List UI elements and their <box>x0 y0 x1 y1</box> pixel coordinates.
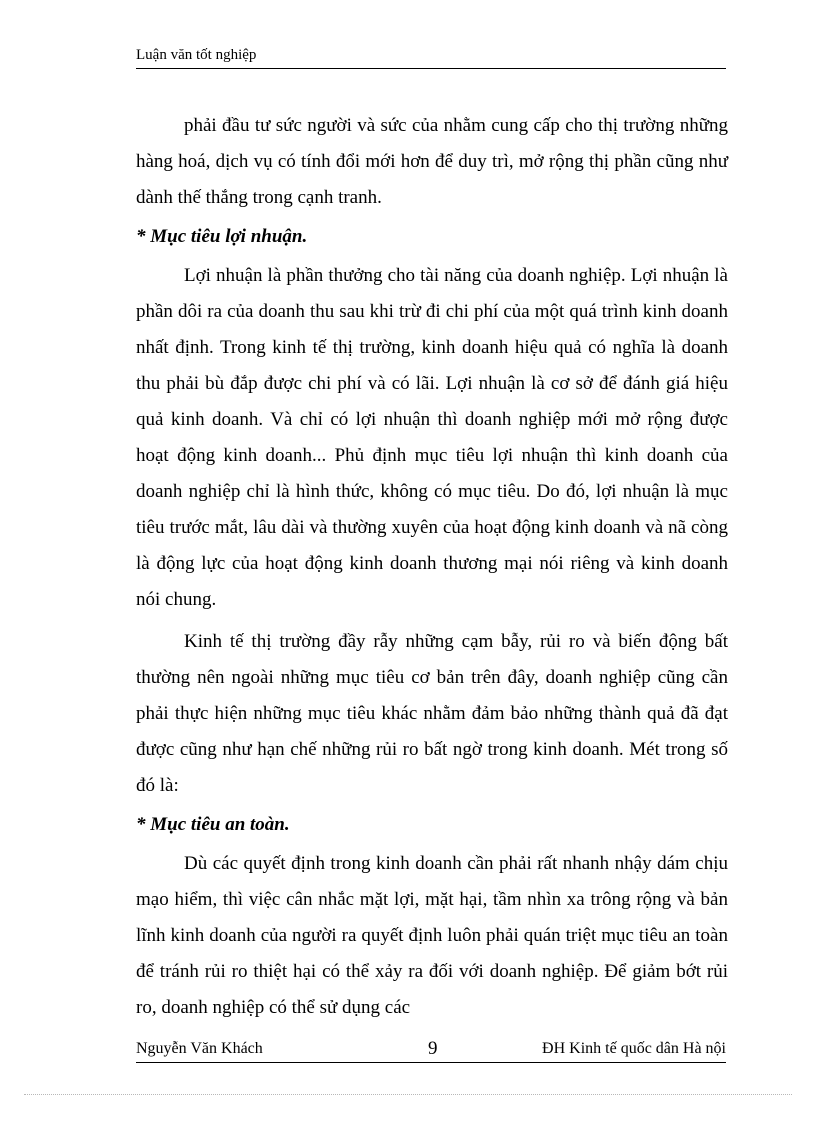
paragraph-1: phải đầu tư sức người và sức của nhằm cung cấp cho thị trường những hàng hoá, dịch vụ có tính đổi mới hơn để duy trì, mở rộng thị phần cũng như dành thế thắng trong cạnh tranh. <box>136 115 728 208</box>
paragraph-3: Kinh tế thị trường đầy rẫy những cạm bẫy, rủi ro và biến động bất thường nên ngoài những mục tiêu cơ bản trên đây, doanh nghiệp cũng cần phải thực hiện những mục tiêu khác nhằm đảm bảo những thành quả đã đạt được cũng như hạn chế những rủi ro bất ngờ trong kinh doanh. Mét trong số đó là: <box>136 631 728 796</box>
page-number: 9 <box>428 1038 438 1059</box>
section-heading-safety: * Mục tiêu an toàn. <box>136 814 290 835</box>
paragraph-4: Dù các quyết định trong kinh doanh cần phải rất nhanh nhậy dám chịu mạo hiểm, thì việc cân nhắc mặt lợi, mặt hại, tầm nhìn xa trông rộng và bản lĩnh kinh doanh của người ra quyết định luôn phải quán triệt mục tiêu an toàn để tránh rủi ro thiệt hại có thể xảy ra đối với doanh nghiệp. Để giảm bớt rủi ro, doanh nghiệp có thể sử dụng các <box>136 853 728 1018</box>
page-body <box>136 108 728 1026</box>
page-edge-divider <box>24 1094 792 1095</box>
paragraph-2: Lợi nhuận là phần thưởng cho tài năng của doanh nghiệp. Lợi nhuận là phần dôi ra của doanh thu sau khi trừ đi chi phí của một quá trình kinh doanh nhất định. Trong kinh tế thị trường, kinh doanh hiệu quả có nghĩa là doanh thu phải bù đắp được chi phí và có lãi. Lợi nhuận là cơ sở để đánh giá hiệu quả kinh doanh. Và chỉ có lợi nhuận thì doanh nghiệp mới mở rộng được hoạt động kinh doanh... Phủ định mục tiêu lợi nhuận thì kinh doanh của doanh nghiệp chỉ là hình thức, không có mục tiêu. Do đó, lợi nhuận là mục tiêu trước mắt, lâu dài và thường xuyên của hoạt động kinh doanh và nã còng là động lực của hoạt động kinh doanh thương mại nói riêng và kinh doanh nói chung. <box>136 265 728 610</box>
footer-school: ĐH Kinh tế quốc dân Hà nội <box>542 1040 726 1057</box>
footer-author: Nguyễn Văn Khách <box>136 1040 263 1057</box>
page-footer <box>136 1036 726 1063</box>
page-header <box>136 44 726 69</box>
header-title: Luận văn tốt nghiệp <box>136 47 257 63</box>
section-heading-profit: * Mục tiêu lợi nhuận. <box>136 226 308 247</box>
